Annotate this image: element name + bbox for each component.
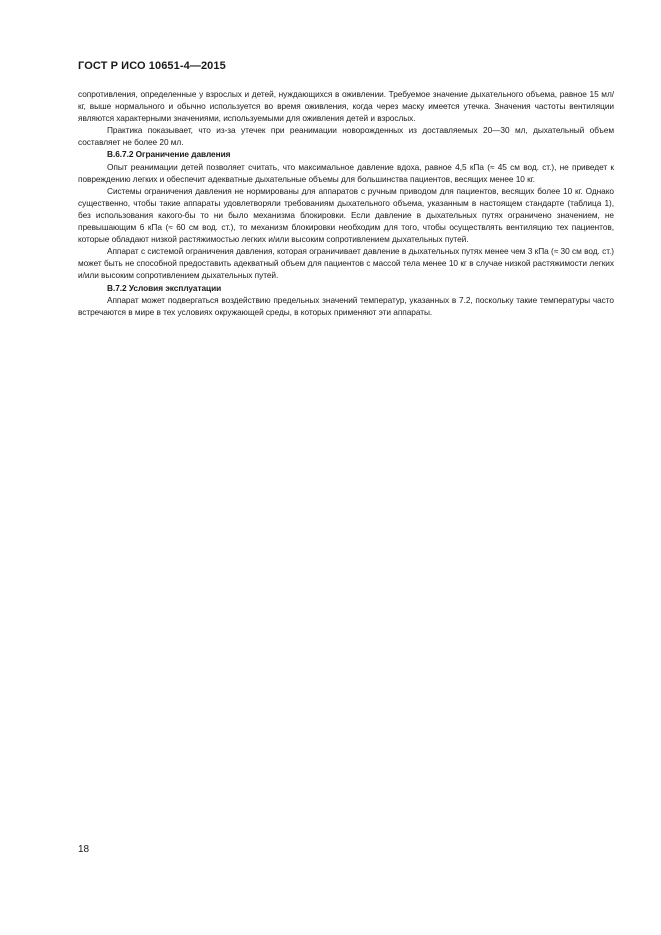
section-heading: В.6.7.2 Ограничение давления <box>107 149 231 160</box>
document-body <box>78 88 614 318</box>
paragraph: Аппарат может подвергаться воздействию предельных значений температур, указанных в 7.2, поскольку такие температуры часто встречаются в мире в тех условиях окружающей среды, в которых применяют эти аппараты. <box>78 294 614 317</box>
paragraph: Системы ограничения давления не нормированы для аппаратов с ручным приводом для пациентов, весящих более 10 кг. Однако существенно, чтобы такие аппараты удовлетворяли требованиям дыхательного объема, указанным в настоящем стандарте (таблица 1), без использования какого-бы то ни было механизма блокировки. Если давление в дыхательных путях ограничено значением, не превышающим 6 кПа (≈ 60 см вод. ст.), то механизм блокировки необходим для того, чтобы осуществлять вентиляцию тех пациентов, которые обладают низкой растяжимостью легких и/или высоким сопротивлением дыхательных путей. <box>78 185 614 245</box>
paragraph: Аппарат с системой ограничения давления, которая ограничивает давление в дыхательных путях менее чем 3 кПа (≈ 30 см вод. ст.) может быть не способной предоставить адекватный объем для пациентов с массой тела менее 10 кг в случае низкой растяжимости легких и/или высоким сопротивлением дыхательных путей. <box>78 246 614 281</box>
paragraph: Опыт реанимации детей позволяет считать, что максимальное давление вдоха, равное 4,5 кПа (≈ 45 см вод. ст.), не приведет к повреждению легких и обеспечит адекватные дыхательные объемы для большинства пациентов, весящих менее 10 кг. <box>78 161 614 184</box>
page-number: 18 <box>78 844 90 855</box>
section-heading: В.7.2 Условия эксплуатации <box>107 282 222 293</box>
document-header: ГОСТ Р ИСО 10651-4—2015 <box>78 60 226 72</box>
paragraph: Практика показывает, что из-за утечек при реанимации новорожденных из доставляемых 20—30 мл, дыхательный объем составляет не более 20 мл. <box>78 125 614 148</box>
paragraph: сопротивления, определенные у взрослых и детей, нуждающихся в оживлении. Требуемое значение дыхательного объема, равное 15 мл/кг, выше нормального и обычно используется во время оживления, когда через маску имеется утечка. Значения частоты вентиляции являются характерными значениями, используемыми для оживления детей и взрослых. <box>78 89 614 124</box>
